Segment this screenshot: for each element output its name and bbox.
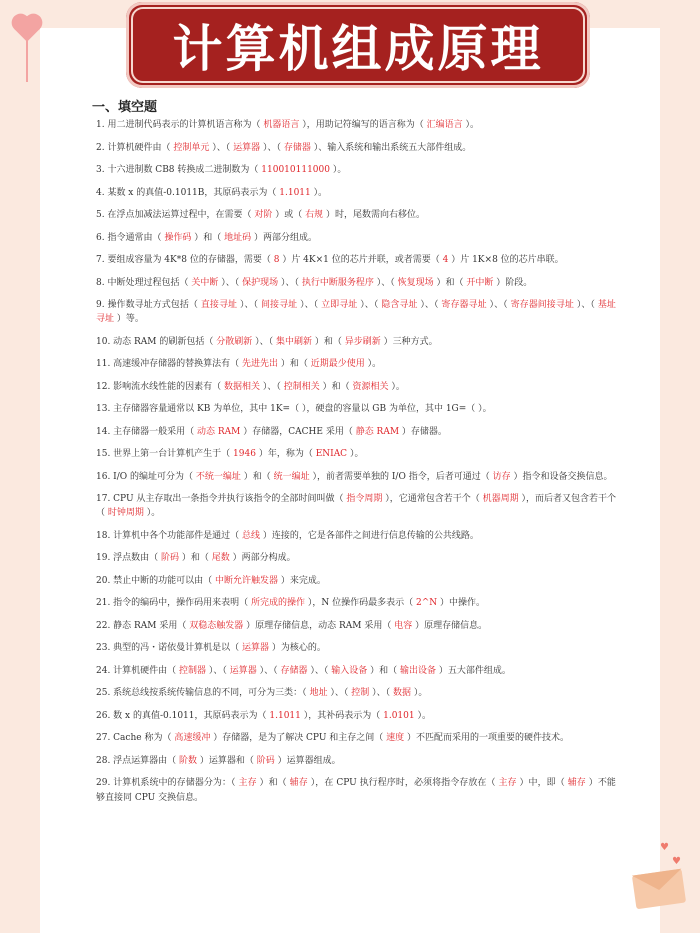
answer-text: 资源相关 bbox=[352, 381, 389, 392]
question-text: ）中，即（ bbox=[516, 778, 568, 789]
answer-text: 主存 bbox=[498, 778, 517, 789]
question-text: ）和（ bbox=[240, 471, 274, 482]
question-text: ）、（ bbox=[573, 300, 598, 310]
answer-text: 阶数 bbox=[179, 755, 198, 766]
title-banner bbox=[126, 2, 590, 88]
question-text: ），其补码表示为（ bbox=[300, 710, 384, 721]
answer-text: 1.1011 bbox=[279, 187, 311, 198]
answer-text: 寄存器寻址 bbox=[441, 300, 487, 310]
answer-text: 运算器 bbox=[229, 665, 257, 676]
question-text: 26. 数 x 的真值-0.1011，其原码表示为（ bbox=[96, 710, 270, 721]
answer-text: 双稳态触发器 bbox=[189, 620, 244, 631]
question-text: ）。 bbox=[310, 187, 328, 198]
question-text: 4. 某数 x 的真值-0.1011B，其原码表示为（ bbox=[96, 187, 280, 198]
question-text: ）五大部件组成。 bbox=[436, 665, 511, 676]
question-item bbox=[96, 754, 616, 768]
question-text: ）、（ bbox=[327, 688, 352, 699]
question-text: ）不能够直接同 CPU 交换信息。 bbox=[96, 778, 616, 803]
answer-text: 对阶 bbox=[254, 210, 273, 220]
question-text: 15. 世界上第一台计算机产生于（ bbox=[96, 449, 234, 460]
answer-text: 输入设备 bbox=[331, 665, 368, 676]
question-item bbox=[96, 402, 616, 416]
question-text: ）中操作。 bbox=[437, 598, 486, 609]
question-text: ），前者需要单独的 I/O 指令，后者可通过（ bbox=[309, 471, 493, 482]
question-text: ）。 bbox=[143, 508, 161, 519]
question-item bbox=[96, 731, 616, 745]
answer-text: 主存 bbox=[238, 778, 257, 789]
answer-text: 直接寻址 bbox=[200, 300, 238, 310]
question-text: 23. 典型的冯・诺依曼计算机是以（ bbox=[96, 643, 243, 654]
answer-text: 控制器 bbox=[179, 665, 207, 676]
question-text: 25. 系统总线按系统传输信息的不同，可分为三类：（ bbox=[96, 688, 310, 699]
question-text: 9. 操作数寻址方式包括（ bbox=[96, 300, 201, 310]
question-text: ）和（ bbox=[433, 277, 467, 288]
answer-text: 统一编址 bbox=[273, 471, 310, 482]
question-item bbox=[96, 253, 616, 267]
question-item bbox=[96, 141, 616, 155]
question-list bbox=[96, 118, 616, 813]
answer-text: 存储器 bbox=[280, 665, 308, 676]
question-text: ）和（ bbox=[191, 232, 225, 243]
question-text: ）不匹配而采用的一项重要的硬件技术。 bbox=[404, 733, 570, 744]
answer-text: 控制 bbox=[351, 688, 370, 699]
question-text: 22. 静态 RAM 采用（ bbox=[96, 620, 190, 631]
answer-text: 恢复现场 bbox=[397, 277, 434, 288]
question-item bbox=[96, 298, 616, 326]
question-text: ），而后者又包含若干个（ bbox=[96, 494, 616, 519]
question-text: 14. 主存储器一般采用（ bbox=[96, 426, 198, 437]
question-text: ）来完成。 bbox=[278, 575, 326, 586]
answer-text: 近期最少使用 bbox=[310, 359, 365, 370]
section-heading: 一、填空题 bbox=[92, 100, 158, 115]
question-text: ）。 bbox=[347, 449, 364, 460]
answer-text: 1.1011 bbox=[269, 710, 301, 721]
answer-text: ENIAC bbox=[315, 449, 348, 460]
question-text: 6. 指令通常由（ bbox=[96, 232, 165, 243]
answer-text: 分散刷新 bbox=[216, 336, 253, 347]
answer-text: 保护现场 bbox=[242, 277, 279, 288]
answer-text: 开中断 bbox=[466, 277, 494, 288]
question-text: ）等。 bbox=[114, 314, 144, 325]
question-item bbox=[96, 641, 616, 655]
question-text: ）和（ bbox=[278, 359, 311, 370]
question-item bbox=[96, 709, 616, 723]
answer-text: 集中刷新 bbox=[276, 336, 313, 347]
question-item bbox=[96, 335, 616, 349]
question-text: ）连接的，它是各部件之间进行信息传输的公共线路。 bbox=[260, 530, 479, 541]
question-text: 2. 计算机硬件由（ bbox=[96, 142, 174, 153]
question-item bbox=[96, 425, 616, 439]
answer-text: 指令周期 bbox=[346, 494, 383, 505]
envelope-icon bbox=[632, 869, 686, 910]
answer-text: 地址码 bbox=[224, 232, 252, 243]
answer-text: 隐含寻址 bbox=[381, 300, 418, 310]
small-heart-icon: ♥ bbox=[660, 842, 669, 853]
answer-text: 中断允许触发器 bbox=[215, 575, 279, 586]
question-text: 3. 十六进制数 CB8 转换成二进制数为（ bbox=[96, 165, 262, 175]
answer-text: 辅存 bbox=[567, 778, 586, 789]
question-text: ）指令和设备交换信息。 bbox=[510, 471, 613, 482]
question-text: ）存储器。 bbox=[399, 426, 447, 437]
question-text: ）为核心的。 bbox=[269, 643, 326, 654]
answer-text: 高速缓冲 bbox=[174, 733, 211, 744]
answer-text: 寄存器间接寻址 bbox=[510, 300, 574, 310]
answer-text: 时钟周期 bbox=[107, 508, 144, 519]
answer-text: 立即寻址 bbox=[321, 300, 358, 310]
question-text: ）运算器组成。 bbox=[274, 755, 341, 766]
answer-text: 运算器 bbox=[242, 643, 270, 654]
answer-text: 异步刷新 bbox=[344, 336, 381, 347]
question-item bbox=[96, 529, 616, 543]
question-text: ）两部分构成。 bbox=[229, 553, 296, 564]
answer-text: 关中断 bbox=[191, 277, 219, 288]
question-text: ）和（ bbox=[319, 381, 353, 392]
question-item bbox=[96, 380, 616, 394]
question-text: ），它通常包含若干个（ bbox=[382, 494, 483, 505]
question-text: 8. 中断处理过程包括（ bbox=[96, 277, 192, 288]
question-text: ）、（ bbox=[252, 336, 276, 347]
answer-text: 先进先出 bbox=[242, 359, 279, 370]
answer-text: 不统一编址 bbox=[195, 471, 241, 482]
question-text: ）片 1K×8 位的芯片串联。 bbox=[448, 255, 564, 265]
question-item bbox=[96, 596, 616, 610]
title-frame bbox=[131, 7, 585, 83]
answer-text: 汇编语言 bbox=[426, 120, 463, 130]
question-item bbox=[96, 619, 616, 633]
question-item bbox=[96, 208, 616, 222]
question-text: ）。 bbox=[388, 381, 405, 392]
question-item bbox=[96, 551, 616, 565]
question-text: ）原理存储信息。 bbox=[412, 620, 488, 631]
question-text: 13. 主存储器容量通常以 KB 为单位，其中 1K=（ ），硬盘的容量以 GB 为单位，其中 1G=（ ）。 bbox=[96, 404, 492, 415]
answer-text: 阶码 bbox=[161, 553, 180, 564]
question-text: ）、（ bbox=[417, 300, 442, 310]
question-text: ），用助记符编写的语言称为（ bbox=[299, 120, 427, 130]
answer-text: 所完成的操作 bbox=[251, 598, 306, 609]
question-text: 21. 指令的编码中，操作码用来表明（ bbox=[96, 598, 252, 609]
question-text: ）。 bbox=[411, 688, 428, 699]
question-text: 11. 高速缓冲存储器的替换算法有（ bbox=[96, 359, 243, 370]
question-text: 18. 计算机中各个功能部件是通过（ bbox=[96, 530, 243, 541]
question-text: 19. 浮点数由（ bbox=[96, 553, 162, 564]
answer-text: 操作码 bbox=[164, 232, 192, 243]
answer-text: 运算器 bbox=[233, 142, 261, 153]
question-text: ）、（ bbox=[369, 688, 394, 699]
question-text: ）和（ bbox=[179, 553, 212, 564]
question-item bbox=[96, 118, 616, 132]
question-text: ）、输入系统和输出系统五大部件组成。 bbox=[310, 142, 472, 153]
answer-text: 机器语言 bbox=[263, 120, 300, 130]
answer-text: 尾数 bbox=[211, 553, 230, 564]
question-item bbox=[96, 492, 616, 520]
question-text: 27. Cache 称为（ bbox=[96, 733, 175, 744]
answer-text: 电容 bbox=[394, 620, 413, 631]
question-text: ）三种方式。 bbox=[380, 336, 438, 347]
question-text: ）、（ bbox=[237, 300, 261, 310]
page-title: 计算机组成原理 bbox=[172, 20, 544, 78]
answer-text: 4 bbox=[442, 255, 449, 265]
question-text: ）存储器，是为了解决 CPU 和主存之间（ bbox=[210, 733, 387, 744]
question-text: ）阶段。 bbox=[493, 277, 533, 288]
question-text: ）、（ bbox=[278, 277, 302, 288]
answer-text: 数据 bbox=[393, 688, 412, 699]
answer-text: 动态 RAM bbox=[197, 426, 241, 437]
answer-text: 8 bbox=[273, 255, 280, 265]
question-text: ）、（ bbox=[307, 665, 332, 676]
question-text: 16. I/O 的编址可分为（ bbox=[96, 471, 196, 482]
question-text: ）、（ bbox=[256, 665, 281, 676]
question-item bbox=[96, 276, 616, 290]
question-text: ）和（ bbox=[256, 778, 290, 789]
answer-text: 输出设备 bbox=[400, 665, 437, 676]
answer-text: 阶码 bbox=[256, 755, 275, 766]
answer-text: 速度 bbox=[386, 733, 405, 744]
question-text: ）、（ bbox=[486, 300, 511, 310]
question-text: ）、（ bbox=[297, 300, 322, 310]
question-text: ）、（ bbox=[373, 277, 398, 288]
answer-text: 右规 bbox=[305, 210, 324, 220]
answer-text: 1946 bbox=[233, 449, 256, 460]
answer-text: 存储器 bbox=[283, 142, 311, 153]
question-text: ）原理存储信息，动态 RAM 采用（ bbox=[243, 620, 395, 631]
question-item bbox=[96, 231, 616, 245]
question-text: 29. 计算机系统中的存储器分为：（ bbox=[96, 778, 239, 789]
answer-text: 110010111000 bbox=[261, 165, 330, 175]
answer-text: 间接寻址 bbox=[261, 300, 298, 310]
question-item bbox=[96, 776, 616, 804]
answer-text: 2^N bbox=[416, 598, 438, 609]
question-item bbox=[96, 357, 616, 371]
question-item bbox=[96, 186, 616, 200]
question-text: ）时，尾数需向右移位。 bbox=[323, 210, 425, 220]
small-heart-icon: ♥ bbox=[672, 856, 681, 867]
question-text: ）。 bbox=[364, 359, 382, 370]
question-text: ）。 bbox=[414, 710, 431, 721]
question-text: ）运算器和（ bbox=[197, 755, 257, 766]
question-item bbox=[96, 574, 616, 588]
answer-text: 基址寻址 bbox=[96, 300, 616, 325]
question-text: ），在 CPU 执行程序时，必须将指令存放在（ bbox=[307, 778, 499, 789]
question-text: 5. 在浮点加减法运算过程中，在需要（ bbox=[96, 210, 255, 220]
question-text: ）、（ bbox=[357, 300, 382, 310]
question-text: 20. 禁止中断的功能可以由（ bbox=[96, 575, 216, 586]
answer-text: 静态 RAM bbox=[355, 426, 400, 437]
answer-text: 执行中断服务程序 bbox=[301, 277, 374, 288]
question-text: ）、（ bbox=[218, 277, 243, 288]
question-text: 28. 浮点运算器由（ bbox=[96, 755, 180, 766]
question-text: ）和（ bbox=[312, 336, 345, 347]
question-text: ）、（ bbox=[209, 142, 234, 153]
question-text: ），N 位操作码最多表示（ bbox=[305, 598, 417, 609]
question-text: 24. 计算机硬件由（ bbox=[96, 665, 180, 676]
question-text: 7. 要组成容量为 4K*8 位的存储器，需要（ bbox=[96, 255, 274, 265]
question-item bbox=[96, 163, 616, 177]
question-item bbox=[96, 447, 616, 461]
answer-text: 机器周期 bbox=[482, 494, 519, 505]
question-text: ）或（ bbox=[272, 210, 306, 220]
question-item bbox=[96, 686, 616, 700]
question-text: ）。 bbox=[329, 165, 347, 175]
question-text: ）。 bbox=[462, 120, 479, 130]
question-text: ）存储器，CACHE 采用（ bbox=[240, 426, 356, 437]
answer-text: 辅存 bbox=[289, 778, 308, 789]
question-text: ）两部分组成。 bbox=[251, 232, 317, 243]
question-item bbox=[96, 470, 616, 484]
answer-text: 地址 bbox=[309, 688, 328, 699]
answer-text: 数据相关 bbox=[224, 381, 261, 392]
question-item bbox=[96, 664, 616, 678]
answer-text: 控制单元 bbox=[173, 142, 210, 153]
question-text: ）、（ bbox=[260, 142, 284, 153]
question-text: ）、（ bbox=[206, 665, 230, 676]
question-text: ）年，称为（ bbox=[255, 449, 316, 460]
question-text: ）片 4K×1 位的芯片并联，或者需要（ bbox=[279, 255, 443, 265]
question-text: ）、（ bbox=[260, 381, 284, 392]
answer-text: 总线 bbox=[242, 530, 261, 541]
heart-stem bbox=[26, 36, 28, 82]
question-text: ）和（ bbox=[367, 665, 401, 676]
question-text: 10. 动态 RAM 的刷新包括（ bbox=[96, 336, 217, 347]
answer-text: 访存 bbox=[492, 471, 511, 482]
question-text: 1. 用二进制代码表示的计算机语言称为（ bbox=[96, 120, 264, 130]
question-text: 17. CPU 从主存取出一条指令并执行该指令的全部时间叫做（ bbox=[96, 494, 347, 505]
answer-text: 1.0101 bbox=[383, 710, 415, 721]
answer-text: 控制相关 bbox=[283, 381, 320, 392]
question-text: 12. 影响流水线性能的因素有（ bbox=[96, 381, 225, 392]
